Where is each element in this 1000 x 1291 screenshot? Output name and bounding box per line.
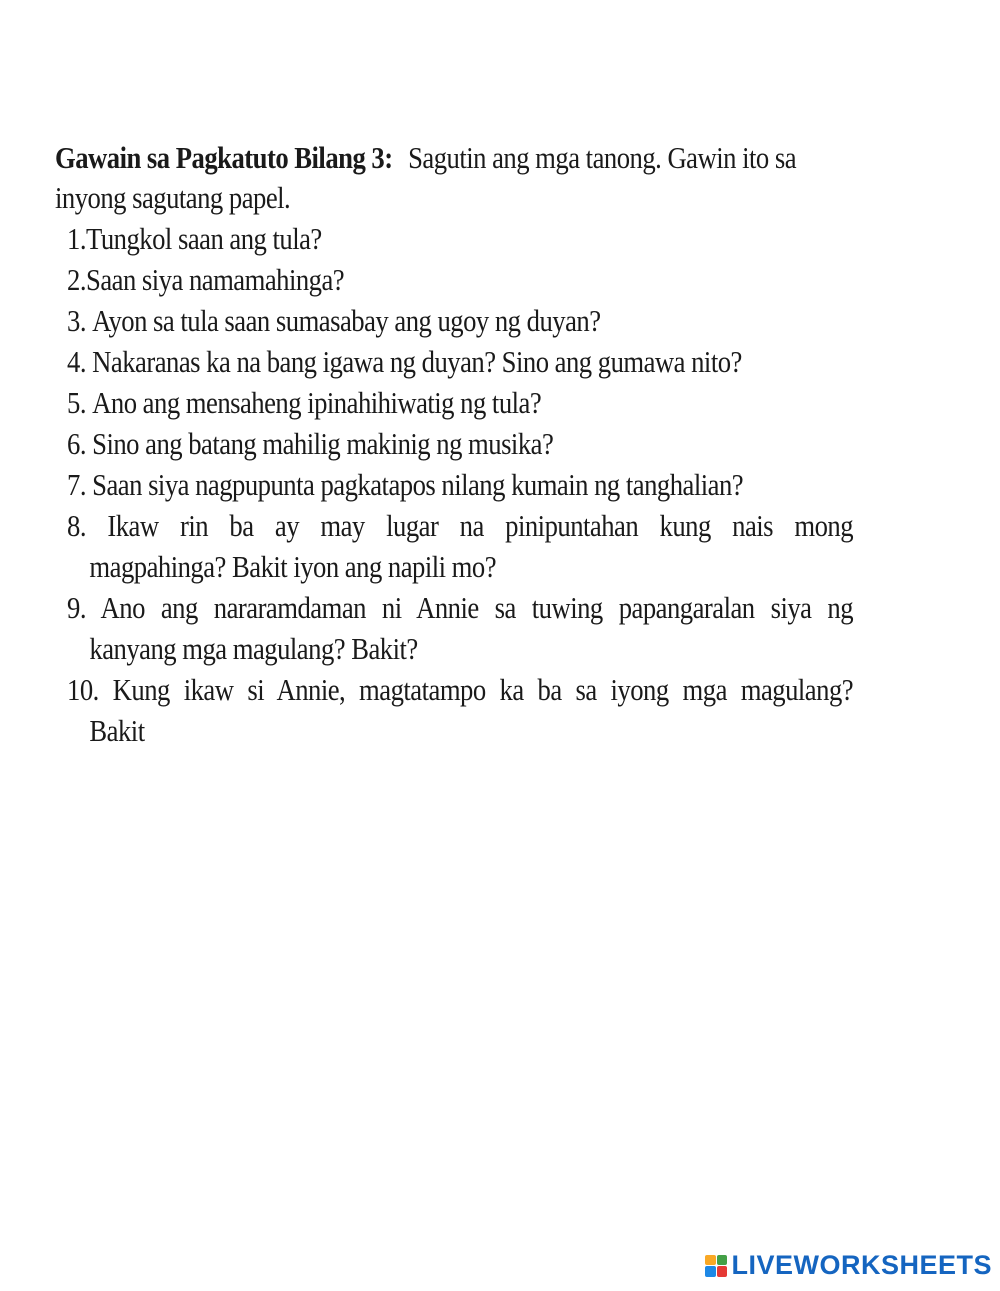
question-text: Tungkol saan ang tula? bbox=[86, 221, 322, 256]
worksheet bbox=[55, 138, 855, 751]
instruction-line1: Sagutin ang mga tanong. Gawin ito sa bbox=[408, 140, 797, 175]
question-item bbox=[55, 300, 867, 341]
question-number: 1. bbox=[67, 221, 87, 256]
logo-square bbox=[717, 1266, 728, 1277]
question-text: Kung ikaw si Annie, magtatampo ka ba sa iyong mga magulang? bbox=[112, 672, 854, 707]
question-item bbox=[55, 218, 867, 259]
liveworksheets-logo-icon bbox=[705, 1255, 727, 1277]
question-item bbox=[55, 587, 867, 669]
question-text: Ikaw rin ba ay may lugar na pinipuntahan kung nais mong bbox=[107, 508, 854, 543]
question-line1 bbox=[67, 587, 853, 628]
question-line1 bbox=[67, 505, 853, 546]
question-number: 2. bbox=[67, 262, 87, 297]
question-number: 8. bbox=[67, 508, 87, 543]
question-line1 bbox=[67, 669, 853, 710]
question-item bbox=[55, 669, 867, 751]
question-text: Ayon sa tula saan sumasabay ang ugoy ng duyan? bbox=[92, 303, 601, 338]
question-number: 7. bbox=[67, 467, 87, 502]
question-text: Ano ang mensaheng ipinahihiwatig ng tula? bbox=[92, 385, 542, 420]
question-number: 5. bbox=[67, 385, 87, 420]
logo-square bbox=[717, 1255, 728, 1266]
logo-square bbox=[705, 1255, 716, 1266]
instruction-line2: inyong sagutang papel. bbox=[55, 180, 291, 215]
logo-square bbox=[705, 1266, 716, 1277]
question-text: Saan siya namamahinga? bbox=[86, 262, 345, 297]
question-number: 6. bbox=[67, 426, 87, 461]
logo-text: LIVEWORKSHEETS bbox=[731, 1250, 992, 1280]
question-line2: kanyang mga magulang? Bakit? bbox=[89, 631, 418, 666]
question-text: Nakaranas ka na bang igawa ng duyan? Sino ang gumawa nito? bbox=[92, 344, 742, 379]
question-number: 3. bbox=[67, 303, 87, 338]
question-item bbox=[55, 341, 867, 382]
instructions bbox=[55, 138, 855, 218]
activity-heading: Gawain sa Pagkatuto Bilang 3: bbox=[55, 140, 393, 175]
question-item bbox=[55, 505, 867, 587]
question-list bbox=[55, 218, 855, 751]
question-line2: Bakit bbox=[89, 713, 145, 748]
question-item bbox=[55, 382, 867, 423]
question-text: Sino ang batang mahilig makinig ng musika? bbox=[92, 426, 554, 461]
question-number: 4. bbox=[67, 344, 87, 379]
question-text: Saan siya nagpupunta pagkatapos nilang kumain ng tanghalian? bbox=[92, 467, 744, 502]
question-number: 10. bbox=[67, 672, 99, 707]
liveworksheets-logo bbox=[705, 1250, 992, 1281]
question-number: 9. bbox=[67, 590, 87, 625]
question-item bbox=[55, 259, 867, 300]
question-item bbox=[55, 464, 867, 505]
question-text: Ano ang nararamdaman ni Annie sa tuwing papangaralan siya ng bbox=[100, 590, 854, 625]
question-item bbox=[55, 423, 867, 464]
question-line2: magpahinga? Bakit iyon ang napili mo? bbox=[89, 549, 497, 584]
